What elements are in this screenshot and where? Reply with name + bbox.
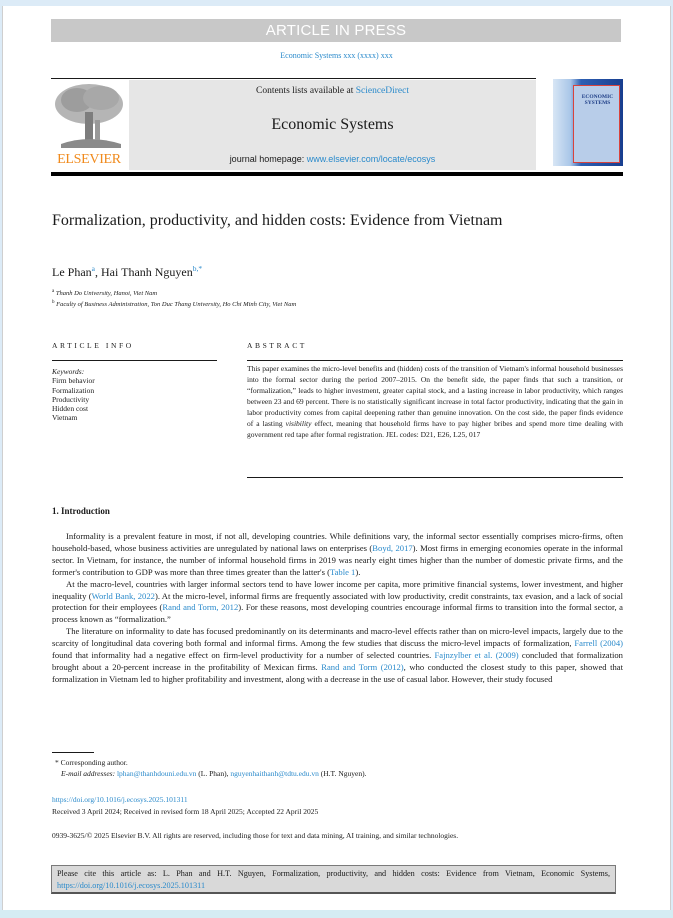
email-line — [55, 768, 366, 779]
keywords-label: Keywords: — [52, 367, 85, 376]
cite-this-article-box — [51, 865, 616, 894]
keyword: Formalization — [52, 385, 95, 395]
affiliation-a — [52, 289, 157, 297]
article-title: Formalization, productivity, and hidden costs: Evidence from Vietnam — [52, 212, 503, 229]
contents-line — [129, 86, 536, 96]
journal-reference: Economic Systems xxx (xxxx) xxx — [280, 51, 393, 60]
email-link[interactable]: nguyenhaithanh@tdtu.edu.vn — [230, 769, 319, 778]
author-affil-link[interactable]: b,* — [192, 264, 203, 273]
email-label: E-mail addresses: — [61, 769, 116, 778]
text: At the macro-level, countries with larger informal sectors tend to have lower income per capita, more primitive financial systems, lower investment, and higher inequality ( — [52, 578, 623, 601]
text: , who conducted the closest study to this paper, showed that formalization in Vietnam led to higher profitability and investment, along with a decrease in the use of casual labor. However, their study focused — [52, 661, 623, 684]
email-link[interactable]: lphan@thanhdouni.edu.vn — [116, 769, 197, 778]
citation-link[interactable]: Fajnzylber et al. (2009) — [434, 650, 519, 661]
keyword: Vietnam — [52, 413, 78, 423]
abstract-emphasis: visibility — [285, 419, 312, 428]
author-name: Hai Thanh Nguyen — [101, 265, 193, 279]
text: ). For these reasons, most developing countries encourage informal firms to transition into the formal sector, a process known as “formalization.” — [52, 602, 623, 625]
cover-panel — [573, 85, 620, 163]
sciencedirect-link[interactable]: ScienceDirect — [355, 86, 409, 96]
abstract-heading: ABSTRACT — [247, 341, 307, 350]
article-history: Received 3 April 2024; Received in revised form 18 April 2025; Accepted 22 April 2025 — [52, 807, 319, 816]
doi-block — [52, 794, 318, 818]
citation-link[interactable]: Farrell (2004) — [574, 638, 624, 649]
journal-header — [129, 80, 536, 170]
doi-link[interactable]: https://doi.org/10.1016/j.ecosys.2025.101311 — [52, 795, 188, 804]
introduction-body — [52, 531, 623, 686]
contents-prefix: Contents lists available at — [255, 86, 356, 96]
affiliation-marker: a — [52, 289, 55, 294]
paragraph — [52, 531, 623, 579]
journal-cover-image — [553, 79, 623, 166]
abstract-part: This paper examines the micro-level benefits and (hidden) costs of the transition of Vietnam's informal household businesses into the formal sector during the period 2007–2015. On the benefit side, the paper finds that such a transition, or “formalization,” leads to higher investment, greater capital stock, and a lasting increase in labor productivity, which ranges between 23 and 69 percent. There is no statistically significant increase in total factor productivity, indicating that the gain in labor productivity comes from capital deepening rather than genuine innovation. On the cost side, the paper finds evidence of a lasting — [247, 364, 623, 428]
affiliation-text: Thanh Do University, Hanoi, Viet Nam — [55, 290, 158, 298]
abstract-end-rule — [247, 477, 623, 478]
text: found that informality had a negative effect on firm-level productivity for a number of selected countries. — [52, 650, 435, 661]
abstract-rule — [247, 360, 623, 361]
homepage-line — [129, 154, 536, 164]
affiliation-text: Faculty of Business Administration, Ton Duc Thang University, Ho Chi Minh City, Viet Nam — [56, 301, 297, 309]
text: (H.T. Nguyen). — [318, 769, 367, 778]
pdf-page — [2, 6, 671, 910]
keyword: Firm behavior — [52, 376, 95, 386]
journal-name: Economic Systems — [271, 116, 394, 133]
section-heading-introduction: 1. Introduction — [52, 506, 110, 516]
author-separator: , — [95, 265, 101, 279]
abstract-part: effect, meaning that household firms have to pay higher bribes and spend more time dealing with government red tape after formal registration. JEL codes: D21, E26, L25, 017 — [247, 419, 624, 439]
citation-link[interactable]: Rand and Torm (2012) — [321, 661, 404, 672]
elsevier-wordmark: ELSEVIER — [57, 152, 121, 167]
homepage-prefix: journal homepage: — [229, 154, 307, 164]
text: ). — [355, 566, 361, 577]
author-list — [52, 264, 202, 280]
text: Informality is a prevalent feature in most, if not all, developing countries. While definitions vary, the informal sector essentially comprises micro-firms, often household-based, whose business activities are unregulated by national laws on enterprises ( — [52, 531, 623, 553]
paragraph — [52, 579, 623, 627]
keyword: Hidden cost — [52, 404, 89, 414]
table-link[interactable]: Table 1 — [329, 566, 356, 577]
author-affil-link[interactable]: a — [91, 264, 95, 273]
article-in-press-banner: ARTICLE IN PRESS — [51, 19, 621, 42]
viewer-bottom-strip — [0, 910, 673, 918]
keyword: Productivity — [52, 394, 90, 404]
affiliation-marker: b — [52, 300, 55, 305]
article-info-rule — [52, 360, 217, 361]
elsevier-logo — [51, 82, 127, 168]
asterisk-marker: * — [55, 758, 61, 767]
text: ). At the micro-level, informal firms are frequently associated with low productivity, credit constraints, tax evasion, and a lack of social protection for their employees ( — [52, 590, 623, 613]
text: concluded that formalization brought about a 20-percent increase in the profitability of Mexican firms. — [52, 650, 623, 672]
corresponding-author-note — [55, 757, 366, 768]
paragraph — [52, 626, 623, 686]
header-rule-top — [51, 78, 536, 79]
cite-text: Please cite this article as: L. Phan and H.T. Nguyen, Formalization, productivity, and hidden costs: Evidence from Vietnam, Economic Systems, — [57, 869, 610, 878]
text: (L. Phan), — [196, 769, 231, 778]
text: The literature on informality to date has focused predominantly on its determinants and macro-level effects rather than on micro-level impacts, largely due to the scarcity of longitudinal data covering both formal and informal firms. Among the few studies that discuss the micro-level impacts of formalization, — [52, 626, 623, 649]
copyright-line: 0939-3625/© 2025 Elsevier B.V. All rights are reserved, including those for text and data mining, AI training, and similar technologies. — [52, 831, 459, 840]
article-info-heading: ARTICLE INFO — [52, 341, 134, 350]
citation-link[interactable]: Rand and Torm, 2012 — [162, 602, 239, 613]
abstract-text — [247, 363, 623, 440]
elsevier-tree-icon — [51, 82, 127, 148]
citation-link[interactable]: World Bank, 2022 — [91, 590, 155, 601]
footnotes — [55, 757, 366, 779]
keywords-list — [52, 367, 95, 423]
affiliation-b — [52, 300, 296, 308]
text: Corresponding author. — [60, 758, 128, 767]
journal-homepage-link[interactable]: www.elsevier.com/locate/ecosys — [306, 154, 436, 164]
cover-title: ECONOMIC SYSTEMS — [581, 94, 614, 106]
header-rule-bottom — [51, 172, 623, 176]
footnote-rule — [52, 752, 94, 753]
text: ). Most firms in emerging economies operate in the informal sector. In Vietnam, for instance, the number of informal household firms in 2019 was nearly eight times higher than the number of domestic private firms, and the former's contribution to GDP was more than three times greater than the latter's ( — [52, 542, 623, 577]
citation-link[interactable]: Boyd, 2017 — [372, 542, 413, 553]
cite-doi-link[interactable]: https://doi.org/10.1016/j.ecosys.2025.101311 — [57, 881, 206, 890]
author-name: Le Phan — [52, 265, 92, 279]
